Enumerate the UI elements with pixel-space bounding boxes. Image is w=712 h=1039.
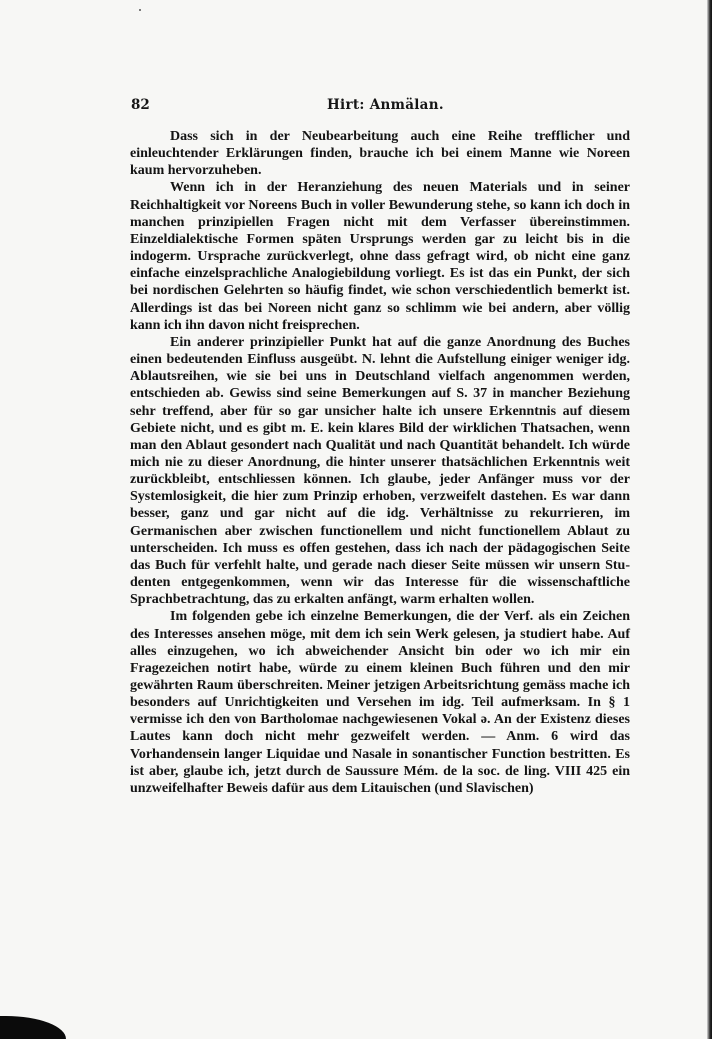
scan-artifact	[0, 1016, 66, 1039]
paragraph-3: Ein anderer prinzipieller Punkt hat auf die ganze Anordnung des Buches einen bedeutenden Einfluss ausgeübt. N. lehnt die Aufstellung einiger weniger idg. Ablautsreihen, wie sie bei uns in Deutschland vielfach angenommen werden, entschieden ab. Gewiss sind seine Bemerkungen auf S. 37 in mancher Beziehung sehr treffend, aber für so gar unsicher halte ich unsere Erkenntnis auf diesem Gebiete nicht, und es gibt m. E. kein klares Bild der wirklichen Thatsachen, wenn man den Ablaut gesondert nach Qualität und nach Quantität behandelt. Ich würde mich nie zu dieser Anordnung, die hinter unserer thatsächlichen Erkenntnis weit zurückbleibt, entschliessen können. Ich glaube, jeder Anfänger muss vor der Systemlosigkeit, die hier zum Prinzip erhoben, verzweifelt dastehen. Es war dann besser, ganz und gar nicht auf die idg. Verhältnisse zu rekurrieren, im Germanischen aber zwischen functionellem und nicht functionellem Ablaut zu unterscheiden. Ich muss es offen gestehen, dass ich nach der pädagogischen Seite das Buch für verfehlt halte, und gerade nach dieser Seite müssen wir unsern Studenten entgegenkommen, wenn wir das Interesse für die wissenschaftliche Sprachbetrachtung, das zu erkalten anfängt, warm erhalten wollen.	[130, 334, 630, 608]
body-text	[130, 128, 630, 797]
page-edge-shadow	[707, 0, 712, 1039]
speck-mark	[139, 9, 141, 11]
page-number: 82	[131, 97, 150, 113]
paragraph-4: Im folgenden gebe ich einzelne Bemerkungen, die der Verf. als ein Zeichen des Interesses ansehen möge, mit dem ich sein Werk gelesen, ja studiert habe. Auf alles einzugehen, wo ich abweichender Ansicht bin oder wo ich mir ein Fragezeichen notirt habe, würde zu einem kleinen Buch führen und den mir gewährten Raum überschreiten. Meiner jetzigen Arbeitsrichtung gemäss mache ich besonders auf Unrichtigkeiten und Versehen im idg. Teil aufmerksam. In § 1 vermisse ich den von Bartholomae nachgewiesenen Vokal ə. An der Existenz dieses Lautes kann doch nicht mehr gezweifelt werden. — Anm. 6 wird das Vorhandensein langer Liquidae und Nasale in sonantischer Function bestritten. Es ist aber, glaube ich, jetzt durch de Saussure Mém. de la soc. de ling. VIII 425 ein unzweifelhafter Beweis dafür aus dem Litauischen (und Slavischen)	[130, 609, 630, 796]
paragraph-1: Dass sich in der Neubearbeitung auch eine Reihe trefflicher und einleuchtender Erklärungen finden, brauche ich bei einem Manne wie Noreen kaum hervorzuheben.	[130, 129, 630, 179]
running-title: Hirt: Anmälan.	[327, 97, 444, 113]
page-header	[131, 94, 631, 116]
paragraph-2: Wenn ich in der Heranziehung des neuen Materials und in seiner Reichhaltigkeit vor Noreens Buch in voller Bewunderung stehe, so kann ich doch in manchen prinzipiellen Fragen nicht mit dem Verfasser übereinstimmen. Einzeldialektische Formen späten Ursprungs werden gar zu leicht bis in die indogerm. Ursprache zurückverlegt, ohne dass gefragt wird, ob nicht eine ganz einfache einzelsprachliche Analogiebildung vorliegt. Es ist das ein Punkt, der sich bei nordischen Gelehrten so häufig findet, wie schon verschiedentlich bemerkt ist. Allerdings ist das bei Noreen nicht ganz so schlimm wie bei andern, aber völlig kann ich ihn davon nicht freisprechen.	[130, 180, 630, 333]
